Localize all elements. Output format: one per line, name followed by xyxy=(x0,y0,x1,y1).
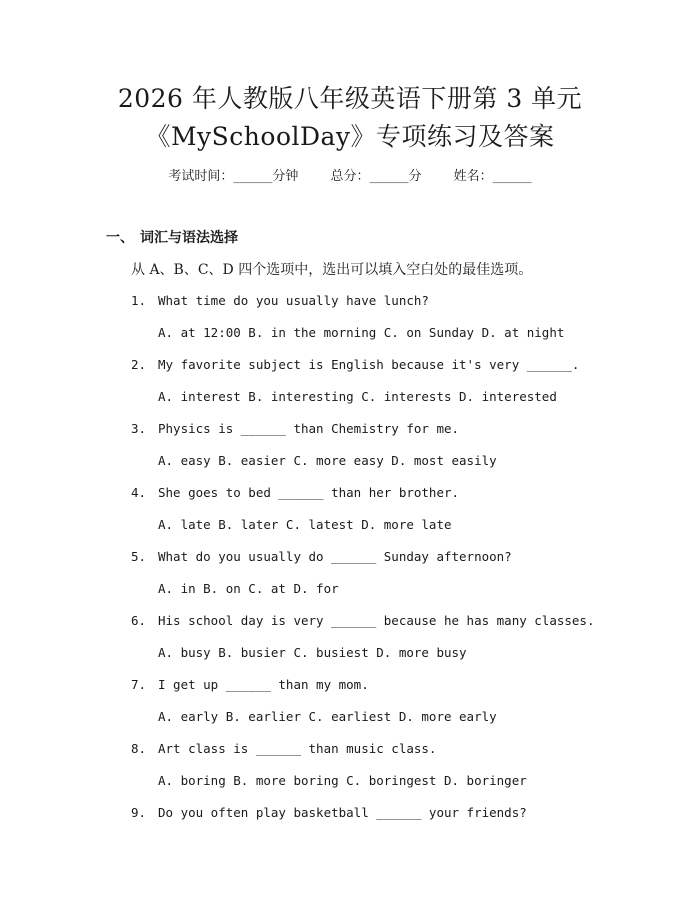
question-text: Art class is ______ than music class. xyxy=(158,741,437,756)
question-9 xyxy=(131,804,527,822)
question-3 xyxy=(131,420,459,438)
question-text: His school day is very ______ because he has many classes. xyxy=(158,613,595,628)
question-number: 4. xyxy=(131,485,147,500)
section-heading xyxy=(106,228,238,248)
question-2-options: A. interest B. interesting C. interests D. interested xyxy=(158,389,557,404)
exam-score: 总分：______分 xyxy=(330,169,422,184)
question-text: What do you usually do ______ Sunday afternoon? xyxy=(158,549,512,564)
exam-time: 考试时间：______分钟 xyxy=(168,169,299,184)
question-3-options: A. easy B. easier C. more easy D. most easily xyxy=(158,453,497,468)
question-text: She goes to bed ______ than her brother. xyxy=(158,485,460,500)
question-number: 8. xyxy=(131,741,147,756)
question-1 xyxy=(131,292,429,310)
question-text: What time do you usually have lunch? xyxy=(158,293,429,308)
question-5-options: A. in B. on C. at D. for xyxy=(158,581,339,596)
question-8 xyxy=(131,740,436,758)
question-text: My favorite subject is English because it's very ______. xyxy=(158,357,580,372)
title-line-1: 2026 年人教版八年级英语下册第 3 单元 xyxy=(117,84,583,113)
exam-meta xyxy=(0,168,700,186)
question-number: 2. xyxy=(131,357,147,372)
question-6-options: A. busy B. busier C. busiest D. more busy xyxy=(158,645,467,660)
question-4-options: A. late B. later C. latest D. more late xyxy=(158,517,452,532)
title-line-2: 《MySchoolDay》专项练习及答案 xyxy=(145,122,555,151)
question-number: 5. xyxy=(131,549,147,564)
question-number: 1. xyxy=(131,293,147,308)
exam-name: 姓名：______ xyxy=(453,169,532,184)
question-1-options: A. at 12:00 B. in the morning C. on Sunday D. at night xyxy=(158,325,565,340)
question-4 xyxy=(131,484,459,502)
question-text: Physics is ______ than Chemistry for me. xyxy=(158,421,460,436)
question-number: 7. xyxy=(131,677,147,692)
question-7-options: A. early B. earlier C. earliest D. more early xyxy=(158,709,497,724)
question-7 xyxy=(131,676,369,694)
question-number: 6. xyxy=(131,613,147,628)
section-number: 一、 xyxy=(106,230,134,246)
question-number: 3. xyxy=(131,421,147,436)
section-instruction: 从 A、B、C、D 四个选项中，选出可以填入空白处的最佳选项。 xyxy=(131,262,533,278)
question-text: Do you often play basketball ______ your friends? xyxy=(158,805,527,820)
question-number: 9. xyxy=(131,805,147,820)
question-2 xyxy=(131,356,579,374)
question-8-options: A. boring B. more boring C. boringest D. boringer xyxy=(158,773,527,788)
question-5 xyxy=(131,548,512,566)
question-6 xyxy=(131,612,595,630)
question-text: I get up ______ than my mom. xyxy=(158,677,369,692)
section-title: 词汇与语法选择 xyxy=(140,230,238,246)
